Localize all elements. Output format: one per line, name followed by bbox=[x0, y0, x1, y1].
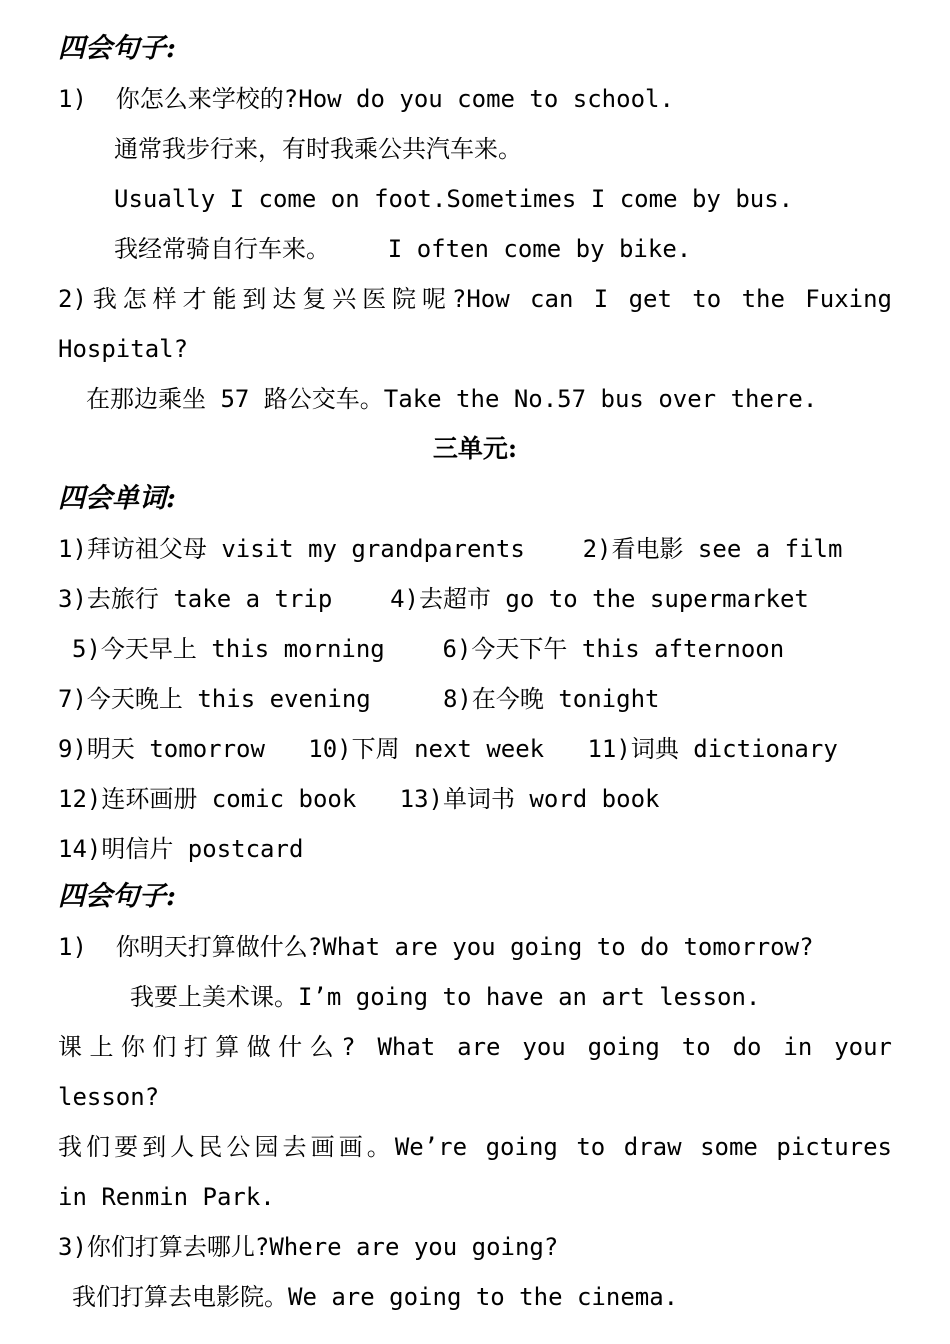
word-line: 7)今天晚上 this evening 8)在今晚 tonight bbox=[58, 685, 660, 713]
sentence-line: Usually I come on foot.Sometimes I come by bus. bbox=[114, 185, 794, 213]
sentence-line: 1) 你怎么来学校的?How do you come to school. bbox=[58, 85, 674, 113]
sentence-line: 3)你们打算去哪儿?Where are you going? bbox=[58, 1233, 559, 1261]
section-heading-sentences-1: 四会句子: bbox=[58, 33, 176, 64]
sentence-line: Hospital? bbox=[58, 335, 189, 363]
section-heading-words: 四会单词: bbox=[58, 483, 176, 514]
sentence-line: 通常我步行来，有时我乘公共汽车来。 bbox=[114, 135, 522, 163]
sentence-line: 在那边乘坐 57 路公交车。Take the No.57 bus over there. bbox=[86, 385, 818, 413]
section-heading-sentences-2: 四会句子: bbox=[58, 881, 176, 912]
unit-title: 三单元: bbox=[432, 434, 518, 463]
word-line: 3)去旅行 take a trip 4)去超市 go to the supermarket bbox=[58, 585, 809, 613]
word-line: 5)今天早上 this morning 6)今天下午 this afternoon bbox=[72, 635, 785, 663]
sentence-line: 我们打算去电影院。We are going to the cinema. bbox=[72, 1283, 679, 1311]
word-line: 9)明天 tomorrow 10)下周 next week 11)词典 dictionary bbox=[58, 735, 838, 763]
sentence-line: 我经常骑自行车来。 I often come by bike. bbox=[114, 235, 692, 263]
sentence-line: lesson? bbox=[58, 1083, 160, 1111]
sentence-line: 2)我怎样才能到达复兴医院呢?How can I get to the Fuxing bbox=[58, 285, 892, 313]
sentence-line: 我们要到人民公园去画画。We’re going to draw some pictures bbox=[58, 1133, 892, 1161]
sentence-line: 1) 你明天打算做什么?What are you going to do tomorrow? bbox=[58, 933, 814, 961]
sentence-line: 我要上美术课。I’m going to have an art lesson. bbox=[130, 983, 761, 1011]
sentence-line: 课上你们打算做什么? What are you going to do in your bbox=[58, 1033, 892, 1061]
word-line: 12)连环画册 comic book 13)单词书 word book bbox=[58, 785, 660, 813]
sentence-line: in Renmin Park. bbox=[58, 1183, 275, 1211]
word-line: 14)明信片 postcard bbox=[58, 835, 304, 863]
word-line: 1)拜访祖父母 visit my grandparents 2)看电影 see a film bbox=[58, 535, 843, 563]
